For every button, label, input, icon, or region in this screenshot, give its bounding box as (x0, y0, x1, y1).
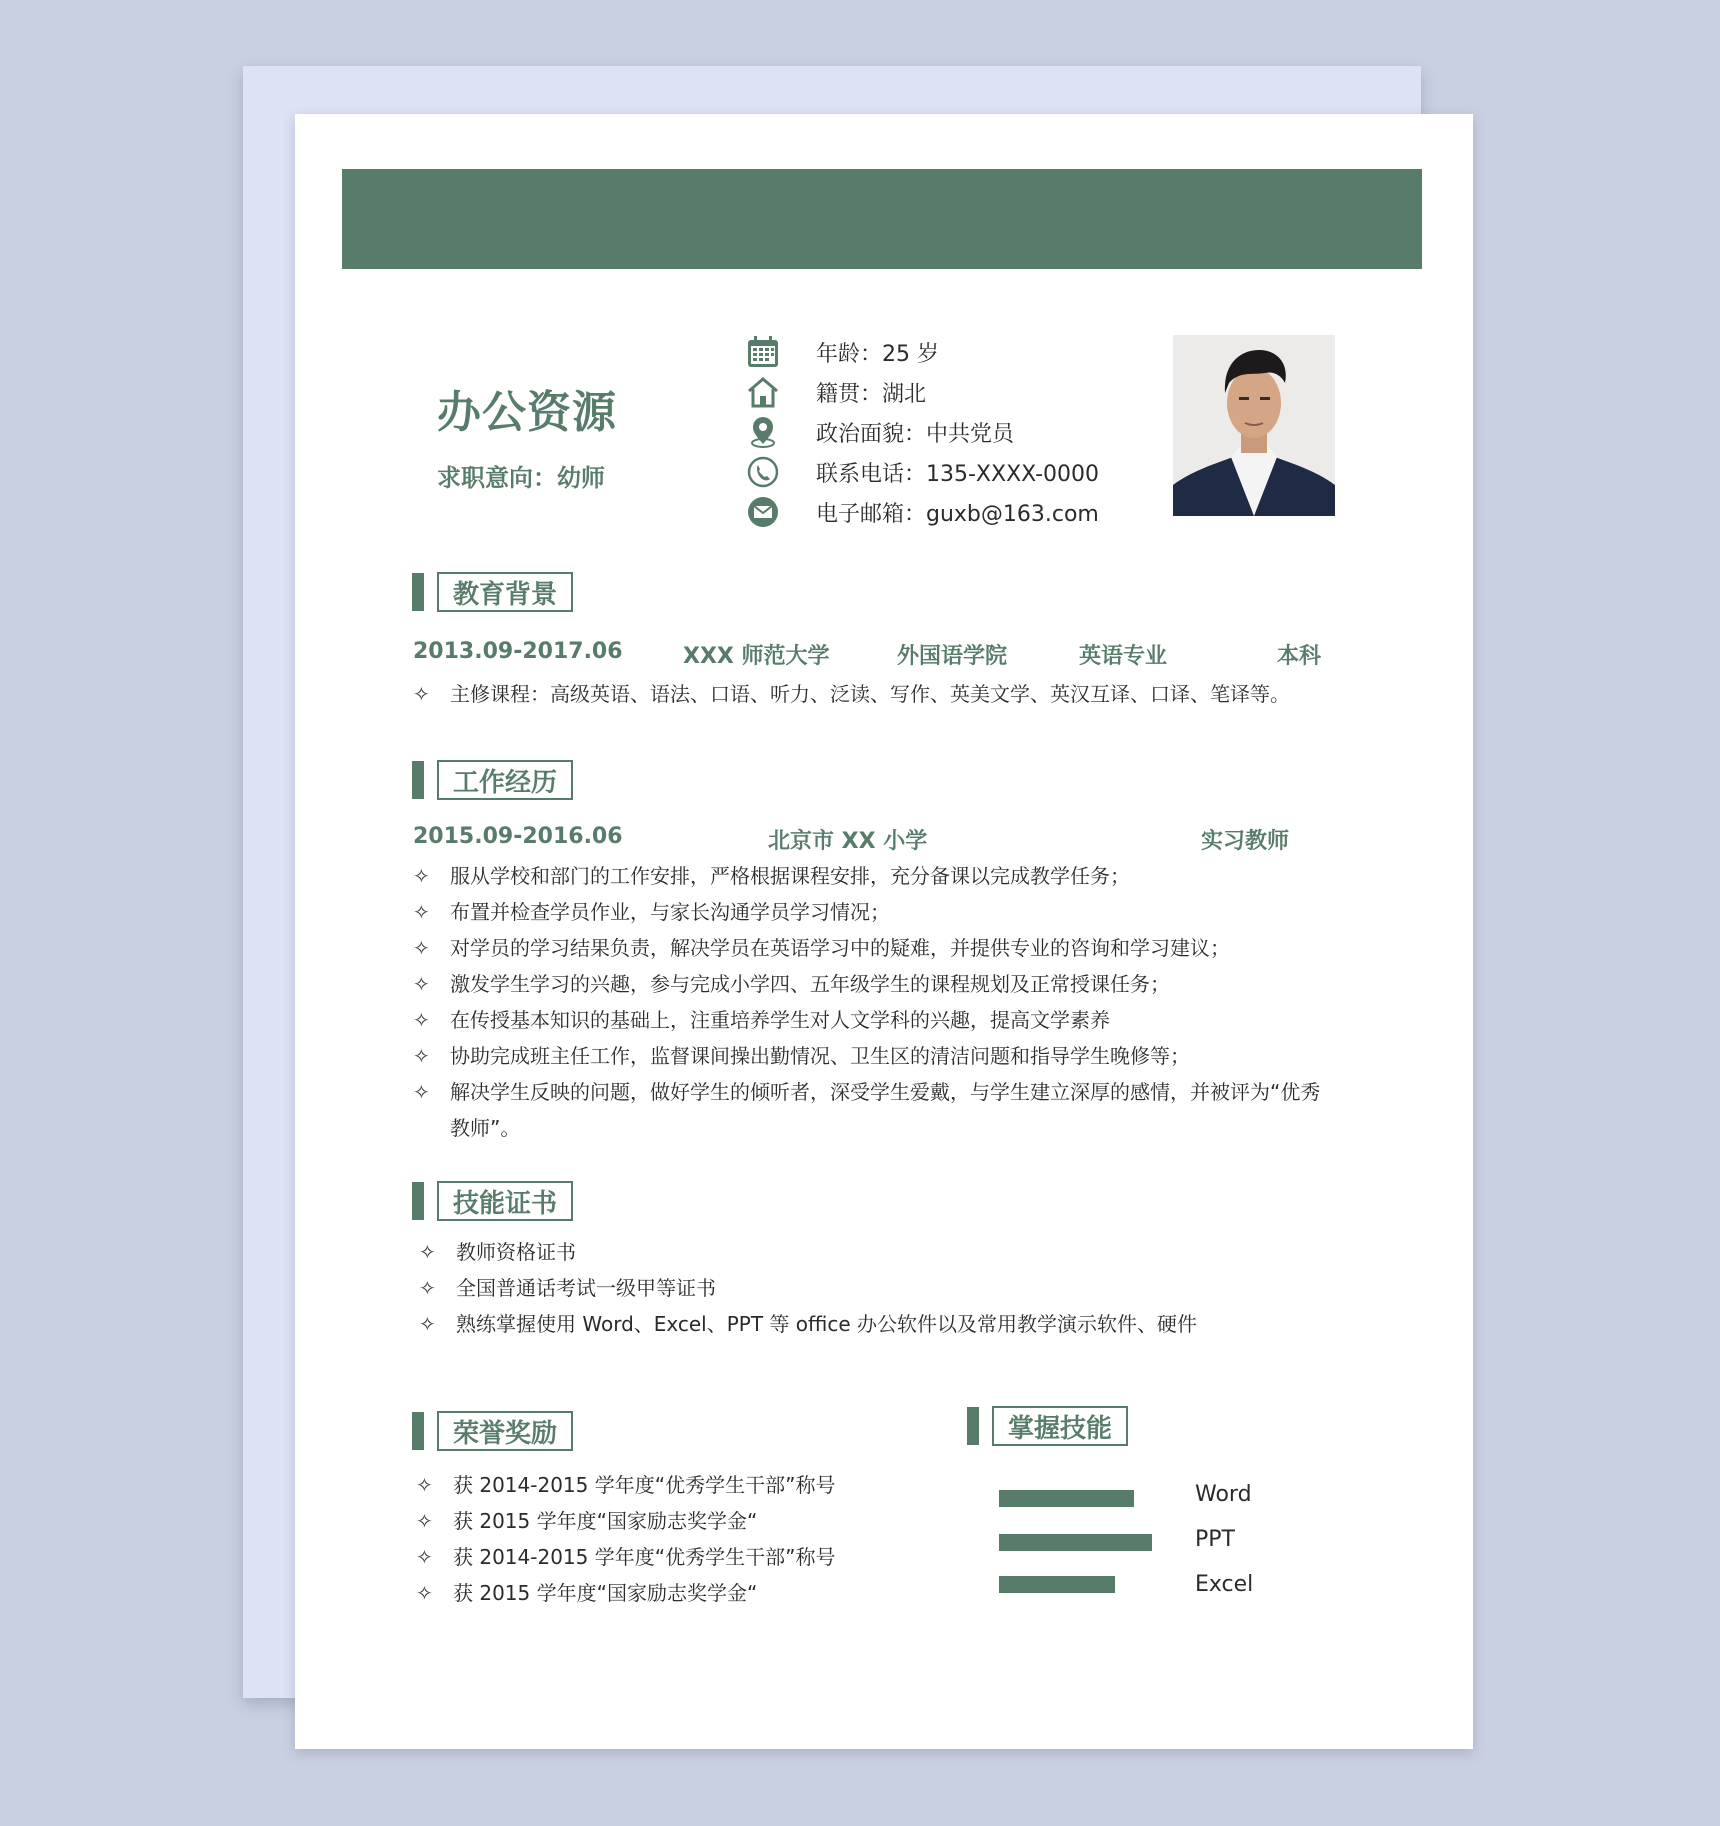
section-marker (412, 761, 424, 799)
info-politics (745, 412, 1099, 452)
bullet-star-icon: ✧ (419, 1312, 436, 1336)
education-major: 英语专业 (1079, 644, 1168, 669)
skill-label-excel: Excel (1195, 1572, 1254, 1597)
candidate-name: 办公资源 (437, 387, 617, 438)
bullet-star-icon: ✧ (413, 1008, 430, 1032)
bullet-star-icon: ✧ (416, 1545, 433, 1569)
education-degree: 本科 (1277, 644, 1322, 669)
job-intent: 求职意向：幼师 (437, 464, 605, 492)
info-phone-text: 联系电话：135-XXXX-0000 (816, 461, 1100, 487)
skill-label-word: Word (1195, 1482, 1252, 1507)
calendar-icon (745, 334, 781, 370)
work-company: 北京市 XX 小学 (768, 829, 928, 854)
bullet-star-icon: ✧ (413, 936, 430, 960)
info-email-text: 电子邮箱：guxb@163.com (816, 501, 1099, 527)
info-age-text: 年龄：25 岁 (816, 341, 939, 367)
section-title-certificates: 技能证书 (437, 1181, 573, 1221)
section-certificates (412, 1181, 573, 1221)
section-marker (412, 1182, 424, 1220)
bullet-star-icon: ✧ (413, 864, 430, 888)
work-period: 2015.09-2016.06 (413, 824, 623, 849)
section-title-honors: 荣誉奖励 (437, 1411, 573, 1451)
info-hometown-text: 籍贯：湖北 (816, 381, 927, 407)
education-school: XXX 师范大学 (683, 644, 830, 669)
bullet-star-icon: ✧ (413, 682, 430, 706)
header-banner (342, 169, 1422, 269)
section-title-skills: 掌握技能 (992, 1406, 1128, 1446)
location-pin-icon (745, 414, 781, 450)
section-marker (412, 1412, 424, 1450)
bullet-star-icon: ✧ (413, 1044, 430, 1068)
bullet-star-icon: ✧ (419, 1276, 436, 1300)
profile-photo (1173, 335, 1335, 516)
skill-bar-excel (999, 1576, 1115, 1593)
skill-label-ppt: PPT (1195, 1527, 1235, 1552)
skill-bar-word (999, 1490, 1134, 1507)
bullet-star-icon: ✧ (416, 1509, 433, 1533)
personal-info (745, 332, 1099, 532)
education-college: 外国语学院 (897, 644, 1008, 669)
section-work (412, 760, 573, 800)
section-title-education: 教育背景 (437, 572, 573, 612)
info-politics-text: 政治面貌：中共党员 (816, 421, 1015, 447)
education-period: 2013.09-2017.06 (413, 639, 623, 664)
info-hometown (745, 372, 1099, 412)
bullet-star-icon: ✧ (413, 900, 430, 924)
house-icon (745, 374, 781, 410)
work-role: 实习教师 (1201, 829, 1290, 854)
bullet-star-icon: ✧ (419, 1240, 436, 1264)
mail-icon (745, 494, 781, 530)
section-marker (412, 573, 424, 611)
section-marker (967, 1407, 979, 1445)
info-age (745, 332, 1099, 372)
phone-icon (745, 454, 781, 490)
bullet-star-icon: ✧ (416, 1581, 433, 1605)
section-education (412, 572, 573, 612)
bullet-star-icon: ✧ (416, 1473, 433, 1497)
section-title-work: 工作经历 (437, 760, 573, 800)
section-honors (412, 1411, 573, 1451)
bullet-star-icon: ✧ (413, 1080, 430, 1104)
list-item-continuation: 教师”。 (450, 1116, 521, 1140)
resume-page: 办公资源 求职意向：幼师 年龄：25 岁 籍贯：湖北 政治面貌：中共党员 联系电话：135-XXXX-0000 电子邮箱：guxb@163.com 教育背景 2013.09-2017.06 XXX 师范大学 外国语学院 英语专业 本科 ✧ 主修课程：高级英语、语法、口语、听力、泛读、写作、英美文学、英汉互译、口译、笔译等。 工作经历 2015.09-2016.06 北京市 XX 小学 实习教师 ✧ 服从学校和部门的工作安排，严格根据课程安排，充分备课以完成教学任务； ✧ 布置并检查学员作业，与家长沟通学员学习情况； ✧ 对学员的学习结果负责，解决学员在英语学习中的疑难，并提供专业的咨询和学习建议； ✧ 激发学生学习的兴趣，参与完成小学四、五年级学生的课程规划及正常授课任务； ✧ 在传授基本知识的基础上，注重培养学生对人文学科的兴趣，提高文学素养 ✧ 协助完成班主任工作，监督课间操出勤情况、卫生区的清洁问题和指导学生晚修等； ✧ 解决学生反映的问题，做好学生的倾听者，深受学生爱戴，与学生建立深厚的感情，并被评为“优秀 教师”。 技能证书 ✧ 教师资格证书 ✧ 全国普通话考试一级甲等证书 ✧ 熟练掌握使用 Word、Excel、PPT 等 office 办公软件以及常用教学演示软件、硬件 荣誉奖励 ✧ 获 2014-2015 学年度“优秀学生干部”称号 ✧ 获 2015 学年度“国家励志奖学金“ ✧ 获 2014-2015 学年度“优秀学生干部”称号 ✧ 获 2015 学年度“国家励志奖学金“ 掌握技能 Word PPT Excel (295, 114, 1473, 1749)
skill-bar-ppt (999, 1534, 1152, 1551)
section-skills (967, 1406, 1128, 1446)
bullet-star-icon: ✧ (413, 972, 430, 996)
education-row (413, 639, 1413, 669)
work-row (413, 824, 1413, 854)
info-phone (745, 452, 1099, 492)
info-email (745, 492, 1099, 532)
